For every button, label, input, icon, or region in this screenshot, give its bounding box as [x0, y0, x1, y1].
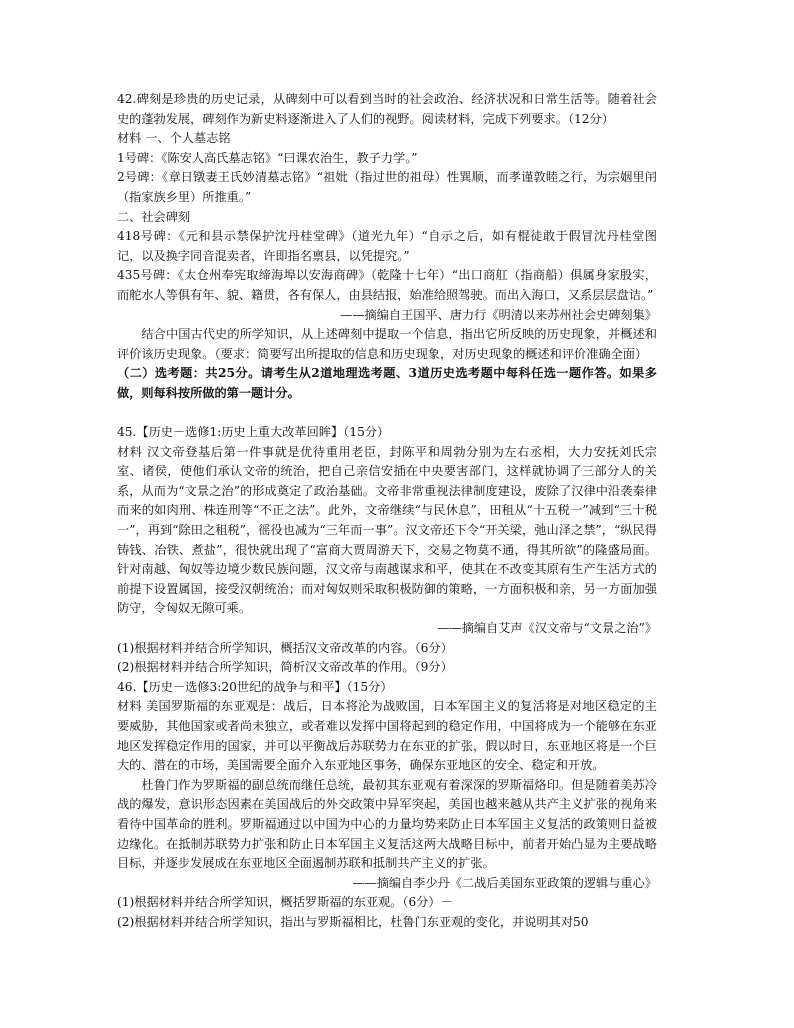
q42-material1-item1: 1号碑：《陈安人高氏墓志铭》“曰课农治生，教子力学。”: [117, 150, 418, 165]
q46-material1: 材料 美国罗斯福的东亚观是：战后，日本将沦为战败国，日本军国主义的复活将是对地区稳定的主要威胁，其他国家或者尚未独立，或者难以发挥中国将起到的稳定作用，中国将成为一个能够在东亚地区发挥稳定作用的国家，并可以平衡战后苏联势力在东亚的扩张，假以时日，东亚地区将是一个巨大的、潜在的市场，美国需要全面介入东亚地区事务，确保东亚地区的安全、稳定和开放。: [117, 699, 657, 773]
q46-source: ——摘编自李少丹《二战后美国东亚政策的逻辑与重心》: [352, 875, 657, 890]
q45-question1: (1)根据材料并结合所学知识，概括汉文帝改革的内容。（6分）: [117, 640, 453, 655]
q42-intro: 42.碑刻是珍贵的历史记录，从碑刻中可以看到当时的社会政治、经济状况和日常生活等。随着社会史的蓬勃发展，碑刻作为新史料逐渐进入了人们的视野。阅读材料，完成下列要求。（12分）: [117, 92, 657, 126]
section2-heading: （二）选考题：共25分。请考生从2道地理选考题、3道历史选考题中每科任选一题作答。如果多做，则每科按所做的第一题计分。: [117, 366, 657, 400]
q45-source: ——摘编自艾声《汉文帝与“文景之治”》: [437, 621, 657, 636]
spacer: [117, 404, 657, 424]
exam-page: [117, 90, 657, 933]
q46-question1: (1)根据材料并结合所学知识，概括罗斯福的东亚观。（6分）－: [117, 895, 453, 910]
q45-question2: (2)根据材料并结合所学知识，简析汉文帝改革的作用。（9分）: [117, 660, 453, 675]
q46-question2: (2)根据材料并结合所学知识，指出与罗斯福相比，杜鲁门东亚观的变化，并说明其对50: [117, 914, 589, 929]
q42-source: ——摘编自王国平、唐力行《明清以来苏州社会史碑刻集》: [340, 307, 657, 322]
q42-material2-item2: 435号碑：《太仓州奉宪取缔海埠以安海商碑》（乾隆十七年）“出口商舡（指商船）俱属身家殷实，而舵水人等俱有年、貌、籍贯，各有保人，由县结报，始准给照驾驶。而出入海口，又系层层盘诘。”: [117, 268, 657, 302]
q42-material1-title: 材料 一、个人墓志铭: [117, 131, 231, 146]
q42-material2-item1: 418号碑：《元和县示禁保护沈丹桂堂碑》（道光九年）“自示之后，如有棍徒敢于假冒沈丹桂堂图记，以及换字同音混卖者，许即指名禀县，以凭提究。”: [117, 229, 657, 263]
q42-material2-title: 二、社会碑刻: [117, 209, 191, 224]
q46-material2: 杜鲁门作为罗斯福的副总统而继任总统，最初其东亚观有着深深的罗斯福烙印。但是随着美苏冷战的爆发，意识形态因素在美国战后的外交政策中异军突起，美国也越来越从共产主义扩张的视角来看待中国革命的胜利。罗斯福通过以中国为中心的力量均势来防止日本军国主义复活的政策则日益被边缘化。在抵制苏联势力扩张和防止日本军国主义复活这两大战略目标中，前者开始凸显为主要战略目标，并逐步发展成在东亚地区全面遏制苏联和抵制共产主义的扩张。: [117, 777, 657, 871]
q45-material: 材料 汉文帝登基后第一件事就是优待重用老臣，封陈平和周勃分别为左右丞相，大力安抚刘氏宗室、诸侯，使他们承认文帝的统治，把自己亲信安插在中央要害部门，这样就协调了三部分人的关系，从而为“文景之治”的形成奠定了政治基础。文帝非常重视法律制度建设，废除了汉律中沿袭秦律而来的如肉刑、株连刑等“不正之法”。此外，文帝继续“与民休息”，田租从“十五税一”减到“三十税一”，再到“除田之租税”，徭役也减为“三年而一事”。汉文帝还下令“开关梁，弛山泽之禁”，“纵民得铸钱、冶铁、煮盐”，很快就出现了“富商大贾周游天下，交易之物莫不通，得其所欲”的隆盛局面。针对南越、匈奴等边境少数民族问题，汉文帝与南越谋求和平，使其在不改变其原有生产生活方式的前提下设置属国，接受汉朝统治；而对匈奴则采取积极防御的策略，一方面积极和亲，另一方面加强防守，令匈奴无隙可乘。: [117, 444, 657, 616]
q45-title: 45.【历史－选修1:历史上重大改革回眸】（15分）: [117, 425, 390, 440]
q42-material1-item2: 2号碑：《章日镦妻王氏妙清墓志铭》“祖妣（指过世的祖母）性巽顺，而孝谨敦睦之行，为宗姻里闬（指家族乡里）所推重。”: [117, 170, 657, 204]
q42-requirement: 结合中国古代史的所学知识，从上述碑刻中提取一个信息，指出它所反映的历史现象，并概述和评价该历史现象。（要求：简要写出所提取的信息和历史现象，对历史现象的概述和评价准确全面）: [117, 327, 657, 361]
q46-title: 46.【历史－选修3:20世纪的战争与和平】（15分）: [117, 679, 393, 694]
